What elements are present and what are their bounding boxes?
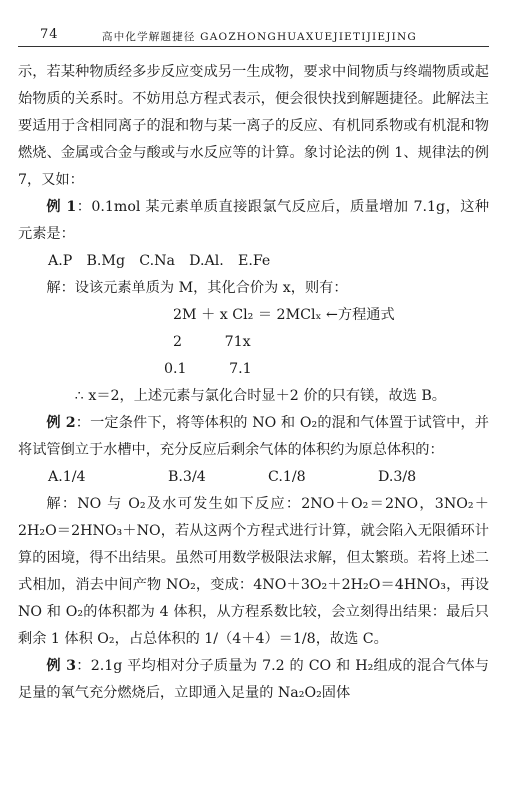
equation-general: 2M ＋ x Cl₂ ＝ 2MClₓ ←方程通式 [173,307,395,323]
example-1-conclusion: ∴ x＝2，上述元素与氯化合时显＋2 价的只有镁，故选 B。 [74,388,446,404]
example-3-text: ：2.1g 平均相对分子质量为 7.2 的 CO 和 H₂组成的混合气体与足量的氧气充分燃烧后，立即通入足量的 Na₂O₂固体 [18,658,489,701]
page-number: 74 [40,27,59,42]
example-1-label: 例 1 [46,199,77,215]
page-content [18,59,489,707]
equation-ratio-row: 2 71x [173,334,251,350]
example-2-options [48,464,489,491]
example-2-question [18,410,489,464]
example-2-option-a: A.1/4 [48,469,86,485]
example-2-solution: 解：NO 与 O₂及水可发生如下反应：2NO＋O₂＝2NO，3NO₂＋2H₂O＝2HNO₃＋NO，若从这两个方程式进行计算，就会陷入无限循环计算的困境，得不出结果。虽然可用数学极限法求解，但太繁琐。若将上述二式相加，消去中间产物 NO₂，变成：4NO＋3O₂＋2H₂O＝4HNO₃，再设 NO 和 O₂的体积都为 4 体积，从方程系数比较，会立刻得出结果：最后只剩余 1 体积 O₂，占总体积的 1/（4＋4）＝1/8，故选 C。 [18,496,489,647]
example-2-option-c: C.1/8 [268,469,306,485]
example-2-option-b: B.3/4 [168,469,206,485]
example-1-text: ：0.1mol 某元素单质直接跟氯气反应后，质量增加 7.1g，这种元素是： [18,199,490,242]
equation-value-row: 0.1 7.1 [164,361,252,377]
page-header [18,0,489,47]
example-2-option-d: D.3/8 [378,469,417,485]
example-1-solution: 解：设该元素单质为 M，其化合价为 x，则有： [46,280,348,296]
running-title: 高中化学解题捷径 GAOZHONGHUAXUEJIETIJIEJING [102,31,417,43]
example-3-label: 例 3 [46,658,76,674]
example-2-label: 例 2 [46,415,76,431]
example-1-question [18,194,489,248]
example-2-text: ：一定条件下，将等体积的 NO 和 O₂的混和气体置于试管中，并将试管倒立于水槽中，充分反应后剩余气体的体积约为原总体积的： [18,415,489,458]
example-3-question [18,653,489,707]
intro-paragraph: 示，若某种物质经多步反应变成另一生成物，要求中间物质与终端物质或起始物质的关系时。不妨用总方程式表示，便会很快找到解题捷径。此解法主要适用于含相同离子的混和物与某一离子的反应、有机同系物或有机混和物燃烧、金属或合金与酸或与水反应等的计算。象讨论法的例 1、规律法的例 7，又如： [18,64,489,188]
example-1-options: A.P B.Mg C.Na D.Al. E.Fe [48,253,271,269]
